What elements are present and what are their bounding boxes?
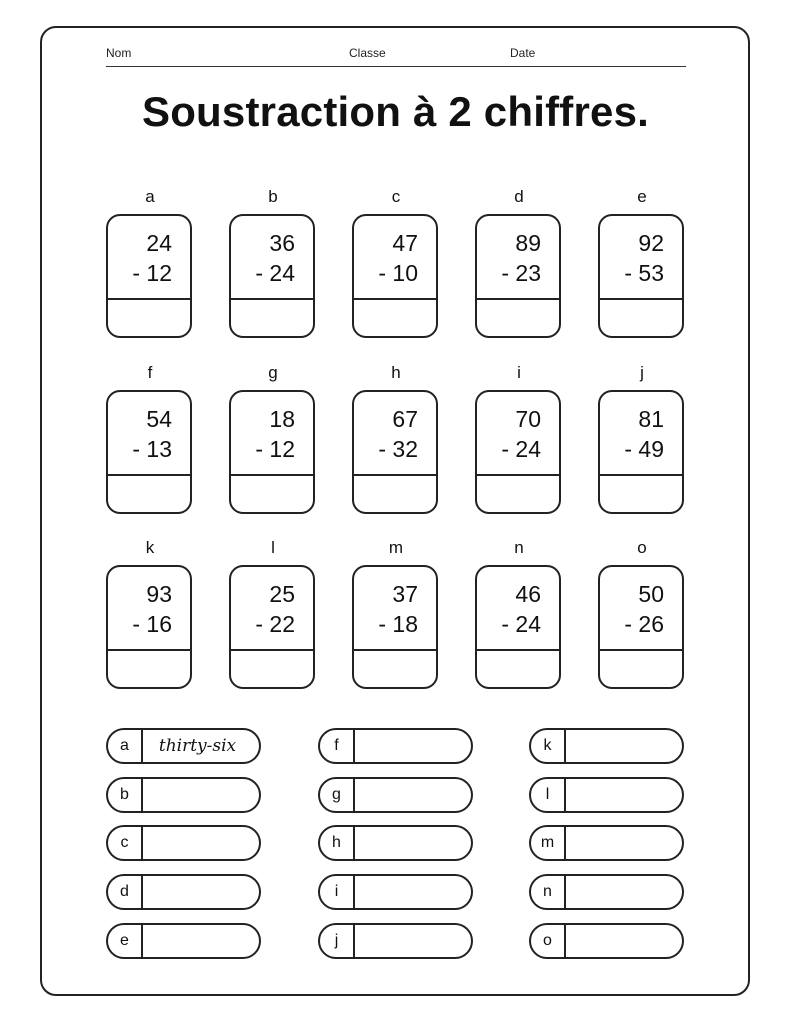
answer-field[interactable] bbox=[529, 923, 684, 959]
answer-letter: j bbox=[334, 932, 339, 949]
problem-label: a bbox=[145, 187, 155, 206]
minuend: 70 bbox=[515, 406, 541, 432]
answer-text[interactable] bbox=[567, 730, 674, 762]
answer-text[interactable] bbox=[144, 925, 251, 957]
answer-divider bbox=[564, 730, 566, 762]
answer-text[interactable] bbox=[567, 779, 674, 811]
answer-divider bbox=[564, 827, 566, 859]
answer-text[interactable]: thirty-six bbox=[158, 736, 237, 756]
minuend: 67 bbox=[392, 406, 418, 432]
answer-line bbox=[600, 298, 682, 300]
answer-line bbox=[477, 649, 559, 651]
answer-text[interactable] bbox=[356, 827, 463, 859]
answer-divider bbox=[564, 925, 566, 957]
answer-letter: m bbox=[540, 834, 555, 851]
answer-letter: g bbox=[332, 786, 341, 803]
problem-label: g bbox=[268, 363, 278, 382]
answer-line bbox=[108, 649, 190, 651]
answer-letter: i bbox=[334, 883, 339, 900]
answer-field[interactable] bbox=[106, 777, 261, 813]
minuend: 92 bbox=[638, 230, 664, 256]
answer-text[interactable] bbox=[144, 827, 251, 859]
subtrahend: - 12 bbox=[132, 260, 172, 286]
minuend: 54 bbox=[146, 406, 172, 432]
problem-card bbox=[229, 565, 315, 689]
minuend: 50 bbox=[638, 581, 664, 607]
answer-line bbox=[231, 649, 313, 651]
answer-line bbox=[231, 474, 313, 476]
answer-line bbox=[108, 298, 190, 300]
subtrahend: - 10 bbox=[378, 260, 418, 286]
problem-label: c bbox=[391, 187, 401, 206]
minuend: 25 bbox=[269, 581, 295, 607]
answer-line bbox=[354, 474, 436, 476]
answer-line bbox=[108, 474, 190, 476]
answer-divider bbox=[353, 925, 355, 957]
problem-label: d bbox=[514, 187, 524, 206]
minuend: 18 bbox=[269, 406, 295, 432]
answer-letter: a bbox=[120, 737, 129, 754]
answer-text[interactable] bbox=[567, 827, 674, 859]
answer-line bbox=[354, 298, 436, 300]
problem-card bbox=[106, 390, 192, 514]
answer-divider bbox=[141, 779, 143, 811]
answer-letter: n bbox=[543, 883, 552, 900]
answer-letter: c bbox=[120, 834, 129, 851]
problem-card bbox=[229, 214, 315, 338]
problem-label: l bbox=[271, 538, 275, 557]
answer-letter: b bbox=[120, 786, 129, 803]
answer-field[interactable] bbox=[529, 874, 684, 910]
answer-text[interactable] bbox=[144, 779, 251, 811]
answer-divider bbox=[353, 827, 355, 859]
problem-card bbox=[106, 565, 192, 689]
problem-card bbox=[598, 565, 684, 689]
minuend: 89 bbox=[515, 230, 541, 256]
answer-divider bbox=[353, 730, 355, 762]
name-label: Nom bbox=[106, 46, 132, 60]
answer-field[interactable] bbox=[318, 923, 473, 959]
subtrahend: - 22 bbox=[255, 611, 295, 637]
minuend: 24 bbox=[146, 230, 172, 256]
problem-card bbox=[352, 565, 438, 689]
subtrahend: - 24 bbox=[255, 260, 295, 286]
answer-line bbox=[477, 474, 559, 476]
answer-letter: e bbox=[120, 932, 129, 949]
problem-card bbox=[352, 390, 438, 514]
answer-field[interactable] bbox=[318, 825, 473, 861]
problem-card bbox=[475, 565, 561, 689]
minuend: 93 bbox=[146, 581, 172, 607]
subtrahend: - 53 bbox=[624, 260, 664, 286]
answer-field[interactable] bbox=[318, 777, 473, 813]
problem-label: e bbox=[637, 187, 647, 206]
subtrahend: - 26 bbox=[624, 611, 664, 637]
answer-line bbox=[354, 649, 436, 651]
minuend: 47 bbox=[392, 230, 418, 256]
subtrahend: - 24 bbox=[501, 436, 541, 462]
problem-label: h bbox=[391, 363, 401, 382]
answer-text[interactable] bbox=[144, 876, 251, 908]
answer-field[interactable] bbox=[106, 728, 261, 764]
answer-divider bbox=[141, 876, 143, 908]
answer-letter: k bbox=[543, 737, 552, 754]
problem-card bbox=[475, 390, 561, 514]
answer-letter: f bbox=[334, 737, 339, 754]
answer-line bbox=[231, 298, 313, 300]
minuend: 37 bbox=[392, 581, 418, 607]
answer-letter: o bbox=[543, 932, 552, 949]
problem-label: b bbox=[268, 187, 278, 206]
answer-text[interactable] bbox=[567, 925, 674, 957]
header-line bbox=[106, 66, 686, 67]
answer-field[interactable] bbox=[106, 825, 261, 861]
minuend: 46 bbox=[515, 581, 541, 607]
problem-label: i bbox=[517, 363, 521, 382]
minuend: 36 bbox=[269, 230, 295, 256]
problem-label: o bbox=[637, 538, 647, 557]
problem-label: m bbox=[388, 538, 404, 557]
subtrahend: - 18 bbox=[378, 611, 418, 637]
problem-label: j bbox=[640, 363, 644, 382]
date-label: Date bbox=[510, 46, 536, 60]
problem-card bbox=[598, 214, 684, 338]
answer-divider bbox=[564, 779, 566, 811]
answer-field[interactable] bbox=[106, 874, 261, 910]
answer-field[interactable] bbox=[529, 777, 684, 813]
class-label: Classe bbox=[349, 46, 386, 60]
answer-text[interactable] bbox=[356, 730, 463, 762]
answer-field[interactable] bbox=[318, 874, 473, 910]
answer-divider bbox=[564, 876, 566, 908]
page-title: Soustraction à 2 chiffres. bbox=[141, 88, 649, 135]
answer-line bbox=[600, 649, 682, 651]
subtrahend: - 13 bbox=[132, 436, 172, 462]
problem-card bbox=[598, 390, 684, 514]
answer-divider bbox=[353, 779, 355, 811]
answer-letter: d bbox=[120, 883, 129, 900]
answer-text[interactable] bbox=[356, 876, 463, 908]
answer-line bbox=[477, 298, 559, 300]
answer-field[interactable] bbox=[529, 728, 684, 764]
subtrahend: - 49 bbox=[624, 436, 664, 462]
problem-card bbox=[106, 214, 192, 338]
answer-divider bbox=[353, 876, 355, 908]
answer-text[interactable] bbox=[356, 925, 463, 957]
problem-label: f bbox=[147, 363, 153, 382]
answer-text[interactable] bbox=[356, 779, 463, 811]
subtrahend: - 12 bbox=[255, 436, 295, 462]
answer-letter: l bbox=[545, 786, 550, 803]
answer-text[interactable] bbox=[567, 876, 674, 908]
subtrahend: - 32 bbox=[378, 436, 418, 462]
problem-label: k bbox=[145, 538, 155, 557]
minuend: 81 bbox=[638, 406, 664, 432]
answer-field[interactable] bbox=[106, 923, 261, 959]
answer-line bbox=[600, 474, 682, 476]
answer-letter: h bbox=[332, 834, 341, 851]
subtrahend: - 24 bbox=[501, 611, 541, 637]
subtrahend: - 16 bbox=[132, 611, 172, 637]
problem-card bbox=[229, 390, 315, 514]
answer-divider bbox=[141, 925, 143, 957]
answer-field[interactable] bbox=[529, 825, 684, 861]
answer-field[interactable] bbox=[318, 728, 473, 764]
problem-card bbox=[352, 214, 438, 338]
answer-divider bbox=[141, 827, 143, 859]
answer-divider bbox=[141, 730, 143, 762]
problem-label: n bbox=[514, 538, 524, 557]
problem-card bbox=[475, 214, 561, 338]
subtrahend: - 23 bbox=[501, 260, 541, 286]
